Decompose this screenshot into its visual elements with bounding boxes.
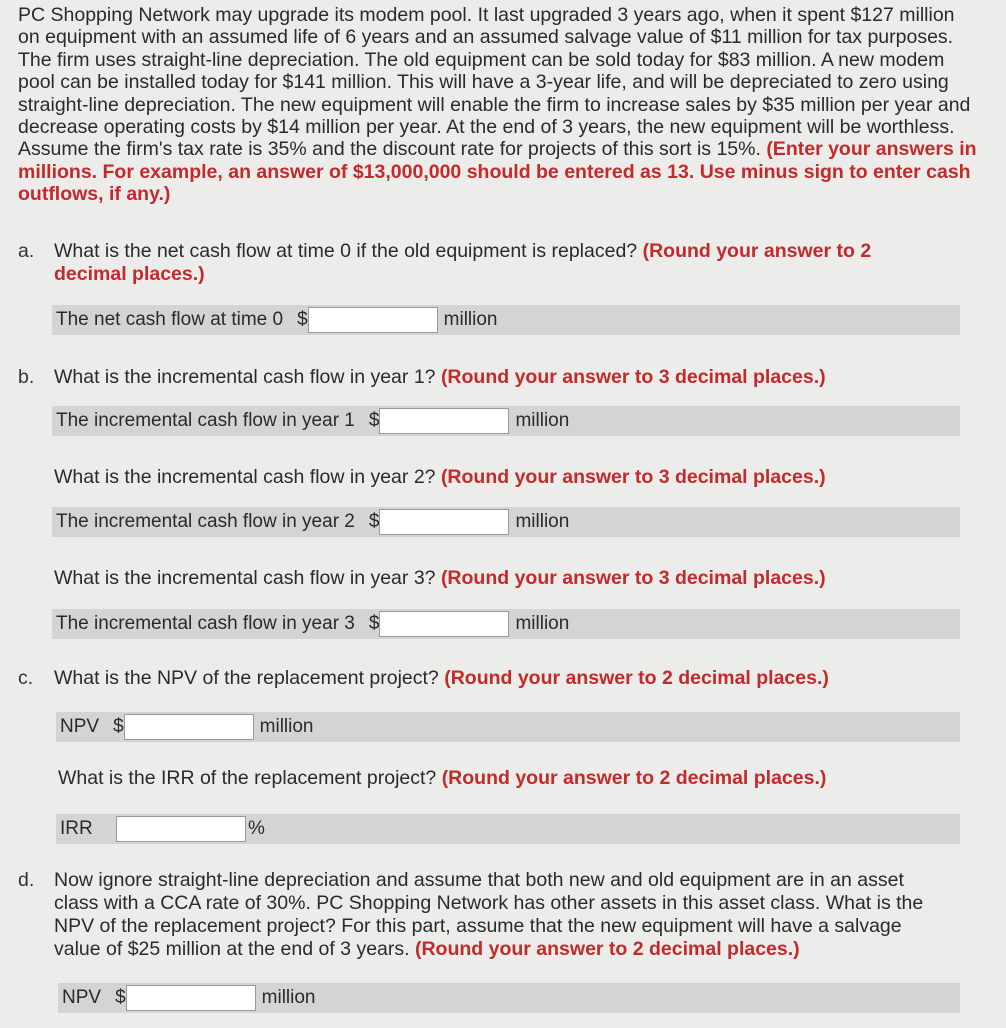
answer-row-d xyxy=(58,983,960,1013)
answer-label: NPV xyxy=(62,987,102,1008)
rounding-note: (Round your answer to 3 decimal places.) xyxy=(440,466,826,488)
question-letter: a. xyxy=(18,240,35,262)
unit-label: % xyxy=(248,818,265,839)
answer-row-b3 xyxy=(52,609,960,639)
currency-symbol: $ xyxy=(368,410,380,431)
question-a xyxy=(18,240,918,286)
currency-symbol: $ xyxy=(368,511,380,532)
question-b xyxy=(18,366,918,389)
rounding-note: (Round your answer to 2 decimal places.) xyxy=(54,240,872,285)
question-text: What is the IRR of the replacement project? xyxy=(58,767,437,789)
answer-row-c xyxy=(56,712,960,742)
unit-label: million xyxy=(443,309,498,330)
question-text: What is the incremental cash flow in year 1? xyxy=(54,366,436,388)
currency-symbol: $ xyxy=(368,613,380,634)
question-d xyxy=(18,869,958,961)
answer-row-b1 xyxy=(52,406,960,436)
question-text: What is the net cash flow at time 0 if the old equipment is replaced? xyxy=(54,240,638,262)
question-text: What is the NPV of the replacement project? xyxy=(54,667,439,689)
incremental-cash-flow-year3-input[interactable] xyxy=(379,611,509,637)
answer-label: IRR xyxy=(60,818,93,839)
question-c xyxy=(18,667,918,690)
incremental-cash-flow-year2-input[interactable] xyxy=(379,509,509,535)
answer-label: NPV xyxy=(60,716,100,737)
question-text: What is the incremental cash flow in year 2? xyxy=(54,466,436,488)
problem-text: PC Shopping Network may upgrade its modem pool. It last upgraded 3 years ago, when it spent $127 million on equipment with an assumed life of 6 years and an assumed salvage value of $11 million for tax purposes. The firm uses straight-line depreciation. The old equipment can be sold today for $83 million. A new modem pool can be installed today for $141 million. This will have a 3-year life, and will be depreciated to zero using straight-line depreciation. The new equipment will enable the firm to increase sales by $35 million per year and decrease operating costs by $14 million per year. At the end of 3 years, the new equipment will be worthless. Assume the firm's tax rate is 35% and the discount rate for projects of this sort is 15%. xyxy=(18,4,971,161)
rounding-note: (Round your answer to 2 decimal places.) xyxy=(414,938,800,960)
question-letter: c. xyxy=(18,667,34,689)
unit-label: million xyxy=(515,410,570,431)
answer-label: The net cash flow at time 0 xyxy=(56,309,284,330)
rounding-note: (Round your answer to 2 decimal places.) xyxy=(441,767,827,789)
npv-cca-input[interactable] xyxy=(126,985,256,1011)
problem-instruction: (Enter your answers in millions. For example, an answer of $13,000,000 should be entered as 13. Use minus sign to enter cash outflows, if any.) xyxy=(18,138,977,206)
question-c-irr xyxy=(58,767,958,790)
answer-label: The incremental cash flow in year 2 xyxy=(56,511,355,532)
answer-row-irr xyxy=(56,814,960,844)
rounding-note: (Round your answer to 2 decimal places.) xyxy=(444,667,829,689)
answer-label: The incremental cash flow in year 3 xyxy=(56,613,355,634)
question-letter: d. xyxy=(18,869,35,891)
unit-label: million xyxy=(261,987,316,1008)
answer-row-b2 xyxy=(52,507,960,537)
unit-label: million xyxy=(515,613,570,634)
answer-row-a xyxy=(52,305,960,335)
unit-label: million xyxy=(515,511,570,532)
problem-statement xyxy=(18,4,978,206)
question-letter: b. xyxy=(18,366,35,388)
question-text: What is the incremental cash flow in year 3? xyxy=(54,567,436,589)
rounding-note: (Round your answer to 3 decimal places.) xyxy=(440,366,826,388)
unit-label: million xyxy=(259,716,314,737)
rounding-note: (Round your answer to 3 decimal places.) xyxy=(440,567,826,589)
currency-symbol: $ xyxy=(115,987,126,1008)
currency-symbol: $ xyxy=(113,716,124,737)
answer-label: The incremental cash flow in year 1 xyxy=(56,410,355,431)
incremental-cash-flow-year1-input[interactable] xyxy=(379,408,509,434)
npv-input[interactable] xyxy=(124,714,254,740)
question-b-year2 xyxy=(54,466,954,489)
currency-symbol: $ xyxy=(297,309,308,330)
question-text: Now ignore straight-line depreciation and assume that both new and old equipment are in an asset class with a CCA rate of 30%. PC Shopping Network has other assets in this asset class. What is the NPV of the replacement project? For this part, assume that the new equipment will have a salvage value of $25 million at the end of 3 years. xyxy=(54,869,924,960)
irr-input[interactable] xyxy=(116,816,246,842)
net-cash-flow-time0-input[interactable] xyxy=(308,307,438,333)
question-b-year3 xyxy=(54,567,954,590)
